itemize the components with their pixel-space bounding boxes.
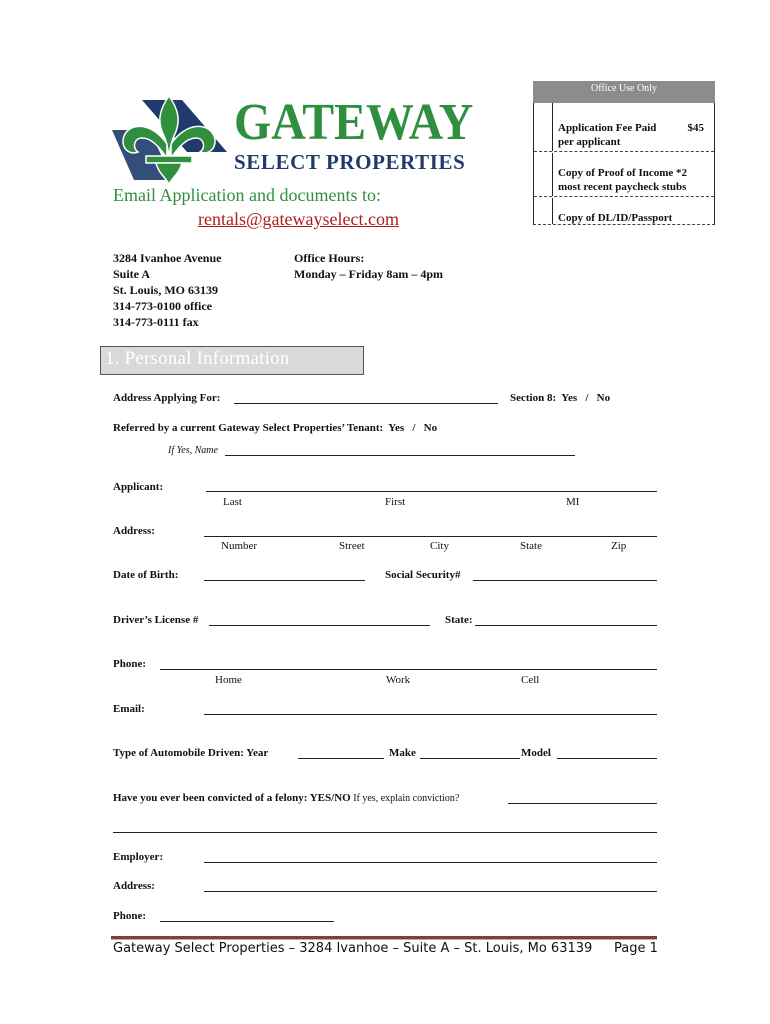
- address-line: 3284 Ivanhoe Avenue: [113, 251, 222, 265]
- phone-label: Phone:: [113, 658, 146, 670]
- email-heading: Email Application and documents to:: [113, 185, 381, 205]
- income-checkbox[interactable]: [538, 153, 553, 196]
- city-sublabel: City: [430, 540, 449, 552]
- section-title: 1. Personal Information: [105, 348, 290, 369]
- logo-name: GATEWAY: [234, 94, 474, 151]
- fee-row: [558, 121, 710, 149]
- license-field[interactable]: [209, 625, 430, 626]
- employer-phone-label: Phone:: [113, 910, 146, 922]
- employer-address-field[interactable]: [204, 891, 657, 892]
- dob-field[interactable]: [204, 580, 365, 581]
- dob-label: Date of Birth:: [113, 569, 179, 581]
- income-line-2: most recent paycheck stubs: [558, 181, 687, 193]
- company-address: [113, 250, 221, 330]
- phone-office: 314-773-0100 office: [113, 299, 212, 313]
- office-use-header: Office Use Only: [533, 81, 715, 103]
- employer-field[interactable]: [204, 862, 657, 863]
- employer-phone-field[interactable]: [160, 921, 334, 922]
- street-sublabel: Street: [339, 540, 365, 552]
- address-applying-field[interactable]: [234, 403, 498, 404]
- auto-year-field[interactable]: [298, 758, 384, 759]
- office-hours-value: Monday – Friday 8am – 4pm: [294, 267, 444, 281]
- income-line-1: Copy of Proof of Income *2: [558, 167, 688, 179]
- work-sublabel: Work: [386, 674, 411, 686]
- email-link[interactable]: rentals@gatewayselect.com: [198, 209, 399, 229]
- ssn-field[interactable]: [473, 580, 657, 581]
- last-name-sublabel: Last: [223, 496, 242, 508]
- income-row: [558, 166, 710, 194]
- section8-choice[interactable]: Section 8: Yes / No: [510, 392, 611, 404]
- phone-field[interactable]: [160, 669, 657, 670]
- fee-sub: per applicant: [558, 136, 621, 148]
- address-line: Suite A: [113, 267, 151, 281]
- id-copy: Copy of DL/ID/Passport: [558, 212, 673, 224]
- referrer-name-field[interactable]: [225, 455, 575, 456]
- auto-model-field[interactable]: [557, 758, 657, 759]
- office-use-box: [533, 81, 715, 226]
- first-name-sublabel: First: [385, 496, 406, 508]
- office-hours: [294, 250, 443, 282]
- felony-question-plain: If yes, explain conviction?: [350, 793, 460, 804]
- cell-sublabel: Cell: [521, 674, 540, 686]
- address-field[interactable]: [204, 536, 657, 537]
- if-yes-name-label: If Yes, Name: [168, 445, 218, 456]
- page-number: Page 1: [614, 941, 658, 956]
- felony-explain-field[interactable]: [508, 803, 657, 804]
- office-hours-label: Office Hours:: [294, 251, 365, 265]
- license-state-label: State:: [445, 614, 473, 626]
- applicant-name-field[interactable]: [206, 491, 657, 492]
- footer-rule: [111, 936, 657, 940]
- address-line: St. Louis, MO 63139: [113, 283, 219, 297]
- license-label: Driver’s License #: [113, 614, 199, 626]
- number-sublabel: Number: [221, 540, 258, 552]
- auto-year-label: Type of Automobile Driven: Year: [113, 747, 269, 759]
- footer-text: Gateway Select Properties – 3284 Ivanhoe – Suite A – St. Louis, Mo 63139: [113, 941, 593, 956]
- license-state-field[interactable]: [475, 625, 657, 626]
- felony-question: [113, 792, 459, 804]
- ssn-label: Social Security#: [385, 569, 461, 581]
- email-field[interactable]: [204, 714, 657, 715]
- fee-checkbox[interactable]: [538, 103, 553, 151]
- zip-sublabel: Zip: [611, 540, 627, 552]
- employer-address-label: Address:: [113, 880, 155, 892]
- applicant-label: Applicant:: [113, 481, 164, 493]
- felony-question-bold: Have you ever been convicted of a felony: YES/NO: [113, 792, 351, 804]
- state-sublabel: State: [520, 540, 542, 552]
- felony-explain-field-2[interactable]: [113, 832, 657, 833]
- auto-model-label: Model: [521, 747, 551, 759]
- office-use-body: [533, 103, 715, 225]
- employer-label: Employer:: [113, 851, 164, 863]
- logo-tagline: SELECT PROPERTIES: [234, 150, 466, 174]
- fee-amount: $45: [687, 122, 704, 134]
- auto-make-label: Make: [389, 747, 416, 759]
- mi-sublabel: MI: [566, 496, 580, 508]
- auto-make-field[interactable]: [420, 758, 520, 759]
- company-logo: [112, 92, 512, 187]
- referred-question[interactable]: Referred by a current Gateway Select Properties’ Tenant: Yes / No: [113, 422, 438, 434]
- fee-label: Application Fee Paid: [558, 122, 657, 134]
- home-sublabel: Home: [215, 674, 242, 686]
- phone-fax: 314-773-0111 fax: [113, 315, 199, 329]
- fleur-de-lis-icon: [112, 92, 227, 187]
- id-checkbox[interactable]: [538, 198, 553, 224]
- email-label: Email:: [113, 703, 145, 715]
- address-applying-label: Address Applying For:: [113, 392, 221, 404]
- address-label: Address:: [113, 525, 155, 537]
- section-title-box: [100, 346, 364, 375]
